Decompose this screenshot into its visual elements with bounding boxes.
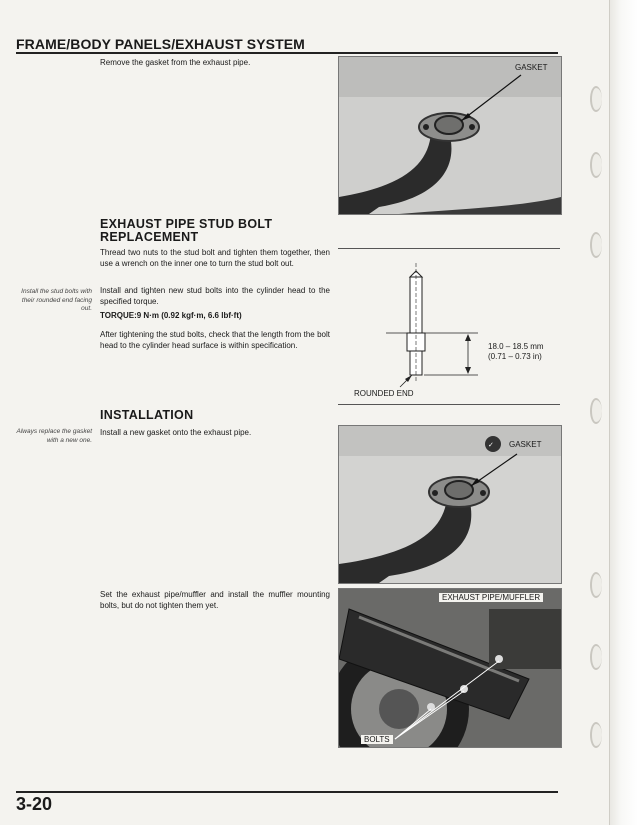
binder-tab	[590, 398, 602, 424]
gasket-photo-2	[338, 425, 562, 584]
gasket-photo-1	[338, 56, 562, 215]
bolts-label: BOLTS	[361, 735, 393, 744]
page-edge	[609, 0, 638, 825]
binder-tab	[590, 152, 602, 178]
binder-tab	[590, 722, 602, 748]
binder-tab	[590, 86, 602, 112]
installation-paragraph-2: Set the exhaust pipe/muffler and install the muffler mounting bolts, but do not tighten them yet.	[100, 590, 330, 610]
binder-tab	[590, 572, 602, 598]
dimension-in: (0.71 – 0.73 in)	[488, 352, 542, 361]
rounded-end-label: ROUNDED END	[354, 389, 414, 398]
step-remove-gasket: Remove the gasket from the exhaust pipe.	[100, 58, 251, 67]
muffler-photo	[338, 588, 562, 748]
dimension-mm: 18.0 – 18.5 mm	[488, 342, 544, 351]
header-rule	[16, 52, 558, 54]
binder-tab	[590, 644, 602, 670]
binder-tab	[590, 232, 602, 258]
torque-spec: TORQUE:9 N·m (0.92 kgf·m, 6.6 lbf·ft)	[100, 311, 242, 320]
installation-title: INSTALLATION	[100, 408, 194, 422]
section-header: FRAME/BODY PANELS/EXHAUST SYSTEM	[16, 36, 305, 52]
stud-paragraph-2: Install and tighten new stud bolts into the cylinder head to the specified torque.	[100, 286, 330, 306]
exhaust-muffler-label: EXHAUST PIPE/MUFFLER	[439, 593, 543, 602]
page-number: 3-20	[16, 794, 53, 814]
stud-paragraph-3: After tightening the stud bolts, check that the length from the bolt head to the cylinder head surface is within specification.	[100, 330, 330, 350]
stud-section-title: EXHAUST PIPE STUD BOLT REPLACEMENT	[100, 217, 273, 244]
stud-paragraph-1: Thread two nuts to the stud bolt and tighten them together, then use a wrench on the inner one to turn the stud bolt out.	[100, 248, 330, 268]
gasket-label-2: GASKET	[509, 440, 542, 449]
note-replace-gasket: Always replace the gasket with a new one.	[16, 428, 92, 444]
note-stud-bolts: Install the stud bolts with their rounded end facing out.	[21, 288, 92, 312]
installation-paragraph-1: Install a new gasket onto the exhaust pipe.	[100, 428, 252, 437]
footer-rule	[16, 791, 558, 793]
stud-bolt-diagram	[338, 248, 560, 405]
svg-text:✓: ✓	[488, 442, 494, 449]
gasket-label-1: GASKET	[515, 63, 548, 72]
